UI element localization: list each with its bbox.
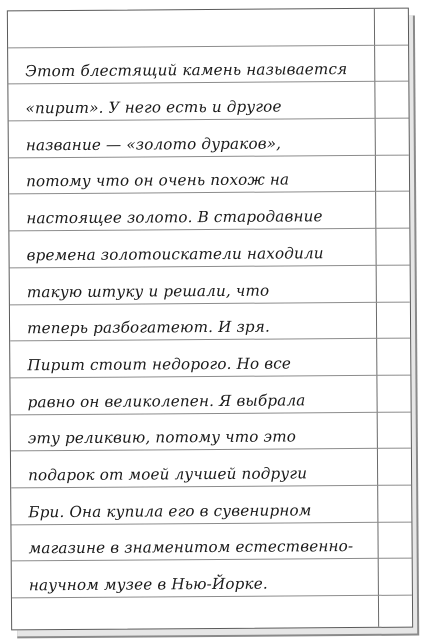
ruled-line	[12, 596, 412, 631]
note-text-line: подарок от моей лучшей подруги	[28, 464, 308, 485]
note-text-line: название — «золото дураков»,	[25, 134, 282, 155]
ruled-line	[11, 449, 411, 488]
ruled-line	[11, 486, 411, 525]
note-text-line: Этот блестящий камень называется	[25, 60, 348, 81]
ruled-line	[10, 339, 410, 378]
note-text-line: научном музее в Нью-Йорке.	[28, 574, 268, 595]
ruled-line	[11, 412, 411, 451]
ruled-line	[9, 119, 409, 158]
ruled-line	[10, 265, 410, 304]
ruled-line	[12, 559, 412, 598]
ruled-line	[8, 82, 408, 121]
ruled-line	[10, 302, 410, 341]
ruled-line	[10, 376, 410, 415]
note-text-line: эту реликвию, потому что это	[27, 427, 297, 448]
note-text-line: равно он великолепен. Я выбрала	[27, 391, 306, 411]
ruled-line	[11, 522, 411, 561]
note-text-line: «пирит». У него есть и другое	[25, 97, 282, 118]
note-text-line: Бри. Она купила его в сувенирном	[28, 501, 312, 522]
note-text-line: магазине в знаменитом естественно-	[28, 537, 354, 558]
note-text-line: Пирит стоит недорого. Но все	[27, 354, 292, 375]
note-text-line: времена золотоискатели находили	[26, 244, 324, 265]
note-text-line: настоящее золото. В стародавние	[26, 207, 323, 228]
note-text-line: потому что он очень похож на	[25, 170, 290, 191]
ruled-lines	[8, 9, 412, 630]
ruled-line	[9, 192, 409, 231]
ruled-line	[8, 45, 408, 84]
note-text-line: теперь разбогатеют. И зря.	[26, 317, 270, 338]
ruled-line	[9, 229, 409, 268]
ruled-line	[8, 9, 408, 48]
note-text-line: такую штуку и решали, что	[26, 281, 270, 301]
notebook-sheet	[7, 8, 413, 631]
ruled-line	[9, 155, 409, 194]
